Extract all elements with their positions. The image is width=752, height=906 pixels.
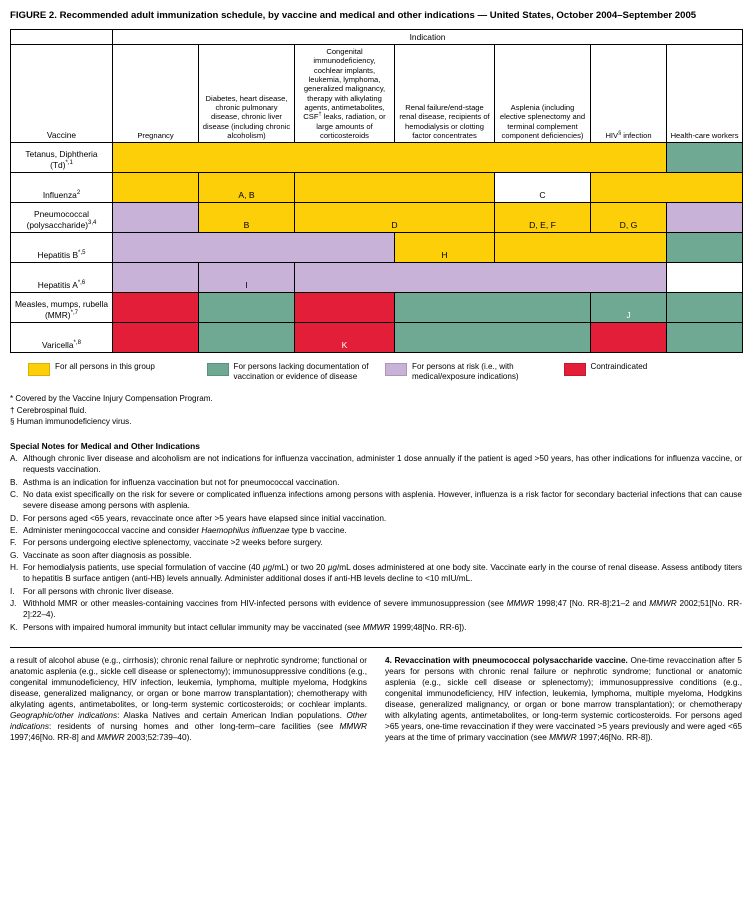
note-b [10,478,742,489]
bottom-left-text: a result of alcohol abuse (e.g., cirrhosis); chronic renal failure or nephrotic syndrome; functional or anatomic asplenia (e.g., sickle cell disease or splenectomy); immunosuppressive conditions (e.g., congenital immunodeficiency, HIV infection, leukemia, lymphoma, multiple myeloma, Hodgkins disease, generalized malignancy, or organ or bone marrow transplantation); chemotherapy with alkylating agents, antimetabolites, or long-term systemic corticosteroids; or cochlear implants. Geographic/other indications: Alaska Natives and certain American Indian populations. Other indications: residents of nursing homes and other long-term–care facilities (see MMWR 1997;46[No. RR-8] and MMWR 2003;52:739–40). [10,655,367,742]
bottom-left-column [10,656,367,744]
table-row [11,233,743,263]
vaccine-name-influenza: Influenza$^2$ [11,173,113,203]
legend-swatch-yellow [28,363,50,376]
footnote-section: § Human immunodeficiency virus. [10,417,132,427]
revaccination-heading: 4. Revaccination with pneumococcal polysaccharide vaccine. [385,655,628,665]
special-notes-title: Special Notes for Medical and Other Indications [10,441,200,452]
note-label: G. [10,550,19,560]
column-header-chronic-disease: Diabetes, heart disease, chronic pulmonary disease, chronic liver disease (including chronic alcoholism) [199,44,295,142]
schedule-cell [295,293,395,323]
note-text: Asthma is an indication for influenza vaccination but not for pneumococcal vaccination. [23,477,340,487]
symbol-footnotes [10,394,742,428]
horizontal-divider [10,647,742,648]
legend-label: Contraindicated [590,362,648,372]
legend-swatch-purple [385,363,407,376]
vaccine-name-varicella: Varicella$^{*,8}$ [11,323,113,353]
column-header-health-care-workers: Health-care workers [667,44,743,142]
corner-cell [11,29,113,44]
note-i [10,587,742,598]
note-label: E. [10,526,18,536]
note-text: Withhold MMR or other measles-containing vaccines from HIV-infected persons with evidence of severe immunosuppression (see MMWR 1998;47 [No. RR-8]:21–2 and MMWR 2002;51[No. RR-2]:22–4). [23,599,742,620]
note-k [10,623,742,634]
vaccine-name-hepatitis-b: Hepatitis $B^{*,5}$ [11,233,113,263]
schedule-cell [113,173,199,203]
note-label: B. [10,477,18,487]
legend [28,362,742,382]
bottom-columns [10,656,742,744]
table-row [11,323,743,353]
vaccine-name-pneumococcal: Pneumococcal (polysaccharide)$^{3,4}$ [11,203,113,233]
schedule-cell: J [591,293,667,323]
table-row [11,263,743,293]
legend-label: For persons at risk (i.e., with medical/exposure indications) [412,362,519,382]
column-header-hiv: HIV§ infection [591,44,667,142]
schedule-cell: K [295,323,395,353]
note-text: Although chronic liver disease and alcoholism are not indications for influenza vaccination, administer 1 dose annually if the patient is aged >50 years, has other indications for influenza vaccine, or requests vaccination. [23,454,742,475]
note-text: For hemodialysis patients, use special formulation of vaccine (40 µg/mL) or two 20 µg/mL doses administered at one body site. Vaccinate early in the course of renal disease. Assess antibody titers to hepatitis B surface antigen (anti-HB) levels annually. Administer additional doses if anti-HB levels decline to <10 mIU/mL. [23,563,742,584]
note-text: For persons undergoing elective splenectomy, vaccinate >2 weeks before surgery. [23,538,323,548]
note-text: Vaccinate as soon after diagnosis as possible. [23,550,192,560]
schedule-cell [113,143,667,173]
note-text: Persons with impaired humoral immunity but intact cellular immunity may be vaccinated (see MMWR 1999;48[No. RR-6]). [23,622,467,632]
schedule-cell [113,203,199,233]
note-label: F. [10,538,17,548]
schedule-cell: H [395,233,495,263]
schedule-cell [667,263,743,293]
schedule-cell [667,203,743,233]
schedule-cell [295,173,495,203]
schedule-cell: A, B [199,173,295,203]
schedule-cell: C [495,173,591,203]
legend-swatch-red [564,363,586,376]
vaccine-name-td: Tetanus, Diphtheria $(Td)^{*,1}$ [11,143,113,173]
schedule-cell: B [199,203,295,233]
schedule-cell [591,173,743,203]
table-row [11,143,743,173]
note-h [10,563,742,585]
schedule-cell: D, E, F [495,203,591,233]
column-header-immunodeficiency: Congenital immunodeficiency, cochlear implants, leukemia, lymphoma, generalized malignancy, therapy with alkylating agents, antimetabolites, CSF† leaks, radiation, or large amounts of corticosteroids [295,44,395,142]
schedule-cell [113,263,199,293]
schedule-cell [395,323,591,353]
table-row [11,203,743,233]
legend-swatch-green [207,363,229,376]
note-label: C. [10,490,19,500]
schedule-cell [395,293,591,323]
page-title: FIGURE 2. Recommended adult immunization schedule, by vaccine and medical and other indications — United States, October 2004–September 2005 [10,10,697,21]
schedule-cell: D, G [591,203,667,233]
note-d [10,514,742,525]
schedule-cell [667,323,743,353]
schedule-cell [113,323,199,353]
legend-label: For all persons in this group [55,362,155,372]
schedule-cell [495,233,667,263]
schedule-cell [591,323,667,353]
footnote-asterisk: * Covered by the Vaccine Injury Compensation Program. [10,394,213,404]
table-row [11,293,743,323]
column-header-asplenia: Asplenia (including elective splenectomy and terminal complement component deficiencies) [495,44,591,142]
note-label: I. [10,586,15,596]
note-text: No data exist specifically on the risk for severe or complicated influenza infections among persons with asplenia. However, influenza is a risk factor for secondary bacterial infections that can cause severe disease among persons with asplenia. [23,490,742,511]
note-label: K. [10,622,18,632]
note-text: For all persons with chronic liver disease. [23,586,174,596]
schedule-cell [199,293,295,323]
bottom-right-text: 4. Revaccination with pneumococcal polysaccharide vaccine. One-time revaccination after 5 years for persons with chronic renal failure or nephrotic syndrome; functional or anatomic asplenia (e.g., sickle cell disease or splenectomy); immunosuppressive conditions (e.g., congenital immunodeficiency, HIV infection, leukemia, lymphoma, multiple myeloma, Hodgkins disease, generalized malignancy, or organ or bone marrow transplantation); or chemotherapy with alkylating agents, antimetabolites, or long-term systemic corticosteroids. For persons aged >65 years, one-time revaccination if they were vaccinated >5 years previously and were aged <65 years at the time of primary vaccination (see MMWR 1997;46[No. RR-8]). [385,655,743,742]
schedule-cell [667,233,743,263]
special-notes-list [10,454,742,634]
schedule-cell: I [199,263,295,293]
column-header-renal-failure: Renal failure/end-stage renal disease, recipients of hemodialysis or clotting factor concentrates [395,44,495,142]
schedule-cell [199,323,295,353]
note-g [10,551,742,562]
schedule-cell [667,293,743,323]
note-label: J. [10,599,17,609]
note-label: H. [10,563,19,573]
note-label: A. [10,454,18,464]
legend-item-lacking-documentation [207,362,386,382]
note-j [10,599,742,621]
immunization-schedule-table [10,29,743,353]
note-label: D. [10,513,19,523]
column-header-pregnancy: Pregnancy [113,44,199,142]
schedule-cell [667,143,743,173]
note-text: For persons aged <65 years, revaccinate once after >5 years have elapsed since initial vaccination. [23,513,387,523]
schedule-cell [295,263,667,293]
legend-item-all-persons [28,362,207,382]
table-header-columns-row [11,44,743,142]
schedule-cell [113,233,395,263]
table-header-indication-row [11,29,743,44]
note-a [10,454,742,476]
vaccine-name-hepatitis-a: Hepatitis $A^{*,6}$ [11,263,113,293]
note-e [10,526,742,537]
vaccine-column-header: Vaccine [11,44,113,142]
note-f [10,538,742,549]
legend-label: For persons lacking documentation of vaccination or evidence of disease [233,362,369,382]
legend-item-contraindicated [564,362,743,382]
schedule-cell [113,293,199,323]
table-row [11,173,743,203]
schedule-cell: D [295,203,495,233]
indication-header: Indication [113,29,743,44]
legend-item-at-risk [385,362,564,382]
footnote-dagger: † Cerebrospinal fluid. [10,405,87,415]
note-c [10,490,742,512]
note-text: Administer meningococcal vaccine and consider Haemophilus influenzae type b vaccine. [23,526,347,536]
vaccine-name-mmr: Measles, mumps, rubella (MMR)$^{*,7}$ [11,293,113,323]
bottom-right-column [385,656,742,744]
